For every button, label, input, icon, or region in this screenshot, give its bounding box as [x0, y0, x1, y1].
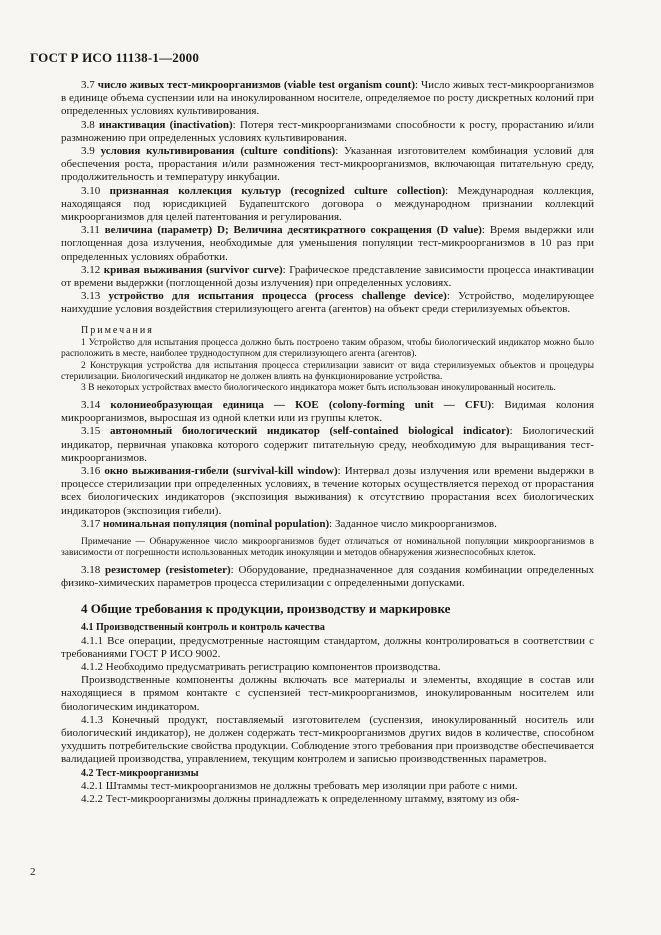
- term: окно выживания-гибели (survival-kill window): [104, 464, 338, 477]
- definition-3-9: [61, 145, 594, 185]
- definition-text: : Интервал дозы излучения или времени выдержки в процессе стерилизации при определенных условиях, в течение которых осуществляется переход от прорастания всех биологических индикаторов (экспозиция выживания) к отсутствию прорастания всех биологических индикаторов (экспозиция гибели).: [61, 464, 594, 517]
- subsection-4-1-heading: 4.1 Производственный контроль и контроль качества: [81, 622, 325, 634]
- clause-number: 3.15: [81, 425, 101, 438]
- paragraph-4-1-3: 4.1.3 Конечный продукт, поставляемый изготовителем (суспензия, инокулированный носитель или биологический индикатор), не должен содержать тест-микроорганизмов других видов в количестве, способном ухудшить потребительские свойства продукции. Соблюдение этого требования при производстве обеспечивается валидацией производства, управлением, текущим контролем и записью производственных параметров.: [61, 713, 594, 766]
- clause-number: 3.10: [81, 184, 101, 197]
- paragraph-4-2-1: 4.2.1 Штаммы тест-микроорганизмов не должны требовать мер изоляции при работе с ними.: [81, 779, 518, 792]
- definition-text: : Биологический индикатор, первичная упаковка которого содержит питательную среду, необходимую для выращивания тест-микроорганизмов.: [61, 425, 594, 464]
- clause-number: 3.14: [81, 398, 101, 411]
- term: число живых тест-микроорганизмов (viable test organism count): [97, 79, 415, 91]
- section-4-heading: 4 Общие требования к продукции, производству и маркировке: [81, 601, 451, 617]
- note-2: 2 Конструкция устройства для испытания процесса стерилизации зависит от вида стерилизуемых объектов и процедуры стерилизации. Биологический индикатор не должен влиять на функционирование устройства.: [61, 360, 594, 383]
- definition-text: : Указанная изготовителем комбинация условий для обеспечения роста, прорастания и/или размножения тест-микроорганизмов, включающая питательную среду, продолжительность и температуру инкубации.: [61, 145, 594, 184]
- term: резистомер (resistometer): [105, 563, 231, 576]
- definition-text: : Заданное число микроорганизмов.: [329, 517, 497, 530]
- definition-3-17: [61, 518, 594, 531]
- page-number: 2: [30, 866, 36, 878]
- term: номинальная популяция (nominal population): [103, 517, 330, 530]
- paragraph-4-1-2-continued: Производственные компоненты должны включать все материалы и элементы, входящие в состав или находящиеся в прямом контакте с суспензией тест-микроорганизмов, инокулированным носителем или биологическим индикатором.: [61, 674, 594, 713]
- note-3: 3 В некоторых устройствах вместо биологического индикатора может быть использован инокулированный носитель.: [81, 383, 556, 394]
- term: колониеобразующая единица — КОЕ (colony-forming unit — CFU): [110, 398, 492, 411]
- page-header: ГОСТ Р ИСО 11138-1—2000: [30, 50, 200, 65]
- term: условия культивирования (culture conditions): [100, 145, 336, 158]
- definition-3-16: [61, 465, 594, 518]
- definition-text: : Потеря тест-микроорганизмами способности к росту, прорастанию и/или размножению при определенных условиях культивирования.: [61, 118, 595, 144]
- definition-3-10: [61, 185, 594, 225]
- definition-text: : Графическое представление зависимости процесса инактивации от времени выдержки (поглощенной дозы излучения) при определенных условиях.: [61, 263, 595, 290]
- definition-text: : Международная коллекция, находящаяся под юрисдикцией Будапештского договора о международном признании коллекций микроорганизмов для целей патентования и регулирования.: [61, 184, 594, 224]
- page-body: [61, 79, 594, 806]
- clause-number: 3.18: [81, 563, 101, 576]
- clause-number: 3.16: [81, 464, 101, 477]
- definition-3-12: [61, 264, 594, 290]
- paragraph-4-1-2: 4.1.2 Необходимо предусматривать регистрацию компонентов производства.: [81, 660, 441, 673]
- definition-3-13: [61, 290, 594, 316]
- term: признанная коллекция культур (recognized culture collection): [109, 184, 446, 197]
- definition-text: : Устройство, моделирующее наихудшие условия воздействия стерилизующего агента (агентов) на объект среди стерилизуемых объектов.: [61, 290, 594, 316]
- clause-number: 3.11: [81, 224, 100, 237]
- definition-3-7: [61, 79, 594, 119]
- clause-number: 3.12: [81, 263, 101, 276]
- clause-number: 3.17: [81, 517, 101, 530]
- clause-number: 3.8: [81, 118, 95, 131]
- definition-text: : Оборудование, предназначенное для создания комбинации определенных физико-химических параметров процесса стерилизации с определенными допусками.: [61, 563, 595, 589]
- definition-text: : Видимая колония микроорганизмов, выросшая из одной клетки или из группы клеток.: [61, 398, 595, 425]
- note-3-17: Примечание — Обнаруженное число микроорганизмов будет отличаться от номинальной популяции микроорганизмов в зависимости от погрешности использованных методик инокуляции и методов обнаружения жизнеспособных клеток.: [61, 536, 594, 559]
- clause-number: 3.7: [81, 79, 95, 91]
- clause-number: 3.9: [81, 145, 95, 158]
- note-1: 1 Устройство для испытания процесса должно быть построено таким образом, чтобы биологический индикатор можно было расположить в месте, наиболее труднодоступном для стерилизующего агента (агентов).: [61, 337, 594, 360]
- definition-3-15: [61, 425, 594, 465]
- term: кривая выживания (survivor curve): [103, 263, 283, 276]
- paragraph-4-1-1: 4.1.1 Все операции, предусмотренные настоящим стандартом, должны контролироваться в соответствии с требованиями ГОСТ Р ИСО 9002.: [61, 634, 594, 660]
- clause-number: 3.13: [81, 290, 101, 303]
- notes-title: Примечания: [81, 324, 154, 336]
- definition-text: : Число живых тест-микроорганизмов в единице объема суспензии или на инокулированном носителе, определяемое по росту дискретных колоний при определенных условиях культивирования.: [61, 79, 594, 118]
- definition-3-14: [61, 399, 594, 425]
- subsection-4-2-heading: 4.2 Тест-микроорганизмы: [81, 767, 199, 779]
- definition-3-11: [61, 224, 594, 264]
- term: устройство для испытания процесса (process challenge device): [108, 290, 447, 303]
- definition-3-8: [61, 119, 594, 145]
- definition-3-18: [61, 564, 594, 590]
- paragraph-4-2-2: 4.2.2 Тест-микроорганизмы должны принадлежать к определенному штамму, взятому из обя-: [81, 792, 520, 805]
- definition-text: : Время выдержки или поглощенная доза излучения, необходимые для уменьшения популяции тест-микроорганизмов в 10 раз при определенных условиях обработки.: [61, 224, 595, 263]
- term: инактивация (inactivation): [99, 118, 233, 131]
- term: автономный биологический индикатор (self-contained biological indicator): [109, 425, 510, 438]
- term: величина (параметр) D; Величина десятикратного сокращения (D value): [104, 224, 482, 237]
